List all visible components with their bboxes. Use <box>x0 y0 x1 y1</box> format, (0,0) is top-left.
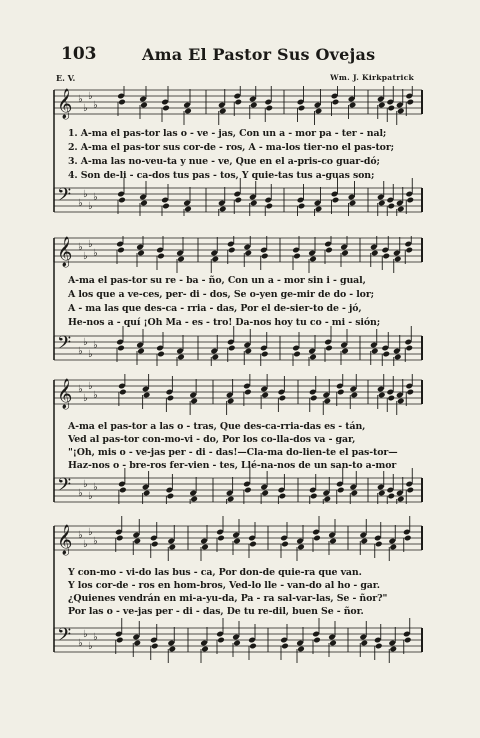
music-system-1 <box>48 86 426 216</box>
lyric-line-1: Y con-mo - vi-do las bus - ca, Por don-de quie-ra que van. <box>68 567 362 578</box>
bass-staff <box>54 468 422 504</box>
key-signature-icon <box>78 239 98 262</box>
lyric-line-4: Por las o - ve-jas per - di - das, De tu re-dil, buen Se - ñor. <box>68 606 364 617</box>
lyric-line-2: Y los cor-de - ros en hom-bros, Ved-lo lle - van-do al ho - gar. <box>68 580 380 591</box>
lyric-line-3: ¿Quienes vendrán en mi-a-yu-da, Pa - ra sal-var-las, Se - ñor?" <box>68 593 388 604</box>
treble-notes <box>115 516 412 561</box>
svg-text:♭: ♭ <box>78 346 83 357</box>
treble-staff <box>54 516 422 561</box>
music-system-2 <box>48 236 426 366</box>
bass-staff <box>54 618 422 663</box>
bass-clef-icon: 𝄢 <box>57 333 72 358</box>
treble-clef-icon: 𝄞 <box>57 379 73 409</box>
svg-text:♭: ♭ <box>83 393 88 404</box>
lyric-line-2: Ved al pas-tor con-mo-vi - do, Por los co-lla-dos va - gar, <box>68 434 356 445</box>
svg-text:♭: ♭ <box>88 349 93 360</box>
key-signature-icon <box>78 381 98 404</box>
treble-staff <box>54 86 422 125</box>
svg-text:♭: ♭ <box>88 381 93 392</box>
staff-notation <box>48 236 426 366</box>
text-credit: E. V. <box>56 73 76 83</box>
lyric-line-3: "¡Oh, mis o - ve-jas per - di - das!—Cla-ma do-lien-te el pas-tor— <box>68 447 398 458</box>
staff-notation <box>48 516 426 666</box>
lyric-line-4: He-nos a - quí ¡Oh Ma - es - tro! Da-nos hoy tu co - mi - sión; <box>68 317 381 328</box>
music-system-4 <box>48 516 426 666</box>
lyric-line-3: A - ma las que des-ca - rria - das, Por el de-sier-to de - jó, <box>68 303 362 314</box>
svg-text:♭: ♭ <box>93 248 98 259</box>
svg-text:♭: ♭ <box>83 189 88 200</box>
lyric-line-2: 2. A-ma el pas-tor sus cor-de - ros, A - ma-los tier-no el pas-tor; <box>68 142 395 153</box>
key-signature-icon <box>78 189 98 212</box>
key-signature-icon <box>78 337 98 360</box>
svg-text:♭: ♭ <box>88 641 93 652</box>
svg-text:♭: ♭ <box>78 242 83 253</box>
key-signature-icon <box>78 91 98 114</box>
key-signature-icon <box>78 527 98 550</box>
treble-staff <box>54 374 422 415</box>
svg-text:♭: ♭ <box>88 239 93 250</box>
treble-clef-icon: 𝄞 <box>57 237 73 267</box>
lyric-line-4: 4. Son de-li - ca-dos tus pas - tos, Y quie-tas tus a-guas son; <box>68 170 375 181</box>
bass-notes <box>118 468 414 504</box>
svg-text:♭: ♭ <box>78 488 83 499</box>
hymn-title: Ama El Pastor Sus Ovejas <box>142 45 376 64</box>
key-signature-icon <box>78 479 98 502</box>
svg-text:♭: ♭ <box>93 482 98 493</box>
bass-clef-icon: 𝄢 <box>57 185 72 210</box>
svg-text:♭: ♭ <box>78 530 83 541</box>
svg-text:♭: ♭ <box>88 491 93 502</box>
lyric-line-2: A los que a ve-ces, per- di - dos, Se o-yen ge-mir de do - lor; <box>68 289 375 300</box>
svg-text:♭: ♭ <box>83 103 88 114</box>
lyric-line-1: A-ma el pas-tor a las o - tras, Que des-ca-rria-das es - tán, <box>68 421 366 432</box>
lyric-line-3: 3. A-ma las no-veu-ta y nue - ve, Que en el a-pris-co guar-dó; <box>68 156 380 167</box>
bass-notes <box>117 178 414 216</box>
lyric-line-1: A-ma el pas-tor su re - ba - ño, Con un a - mor sin i - gual, <box>68 275 366 286</box>
bass-clef-icon: 𝄢 <box>57 625 72 650</box>
svg-text:♭: ♭ <box>93 536 98 547</box>
lyric-line-1: 1. A-ma el pas-tor las o - ve - jas, Con un a - mor pa - ter - nal; <box>68 128 387 139</box>
svg-text:♭: ♭ <box>88 91 93 102</box>
bass-staff <box>54 326 422 366</box>
svg-text:♭: ♭ <box>83 539 88 550</box>
svg-text:♭: ♭ <box>88 201 93 212</box>
page-number: 103 <box>61 44 97 64</box>
svg-text:♭: ♭ <box>78 198 83 209</box>
treble-clef-icon: 𝄞 <box>57 89 73 119</box>
svg-text:♭: ♭ <box>78 384 83 395</box>
treble-staff <box>54 236 422 273</box>
svg-text:♭: ♭ <box>93 340 98 351</box>
svg-text:♭: ♭ <box>93 632 98 643</box>
bass-clef-icon: 𝄢 <box>57 475 72 500</box>
treble-notes <box>117 86 414 125</box>
svg-text:♭: ♭ <box>78 94 83 105</box>
svg-text:♭: ♭ <box>88 527 93 538</box>
svg-text:♭: ♭ <box>93 390 98 401</box>
svg-text:♭: ♭ <box>78 638 83 649</box>
treble-clef-icon: 𝄞 <box>57 525 73 555</box>
svg-text:♭: ♭ <box>83 629 88 640</box>
treble-notes <box>116 236 413 273</box>
lyric-line-4: Haz-nos o - bre-ros fer-vien - tes, Llé-na-nos de un san-to a-mor <box>68 460 397 471</box>
key-signature-icon <box>78 629 98 652</box>
svg-text:♭: ♭ <box>83 479 88 490</box>
svg-text:♭: ♭ <box>93 192 98 203</box>
bass-staff <box>54 178 422 216</box>
svg-text:♭: ♭ <box>83 251 88 262</box>
music-credit: Wm. J. Kirkpatrick <box>330 73 414 82</box>
music-system-3 <box>48 374 426 504</box>
svg-text:♭: ♭ <box>93 100 98 111</box>
svg-text:♭: ♭ <box>83 337 88 348</box>
bass-notes <box>115 618 412 663</box>
